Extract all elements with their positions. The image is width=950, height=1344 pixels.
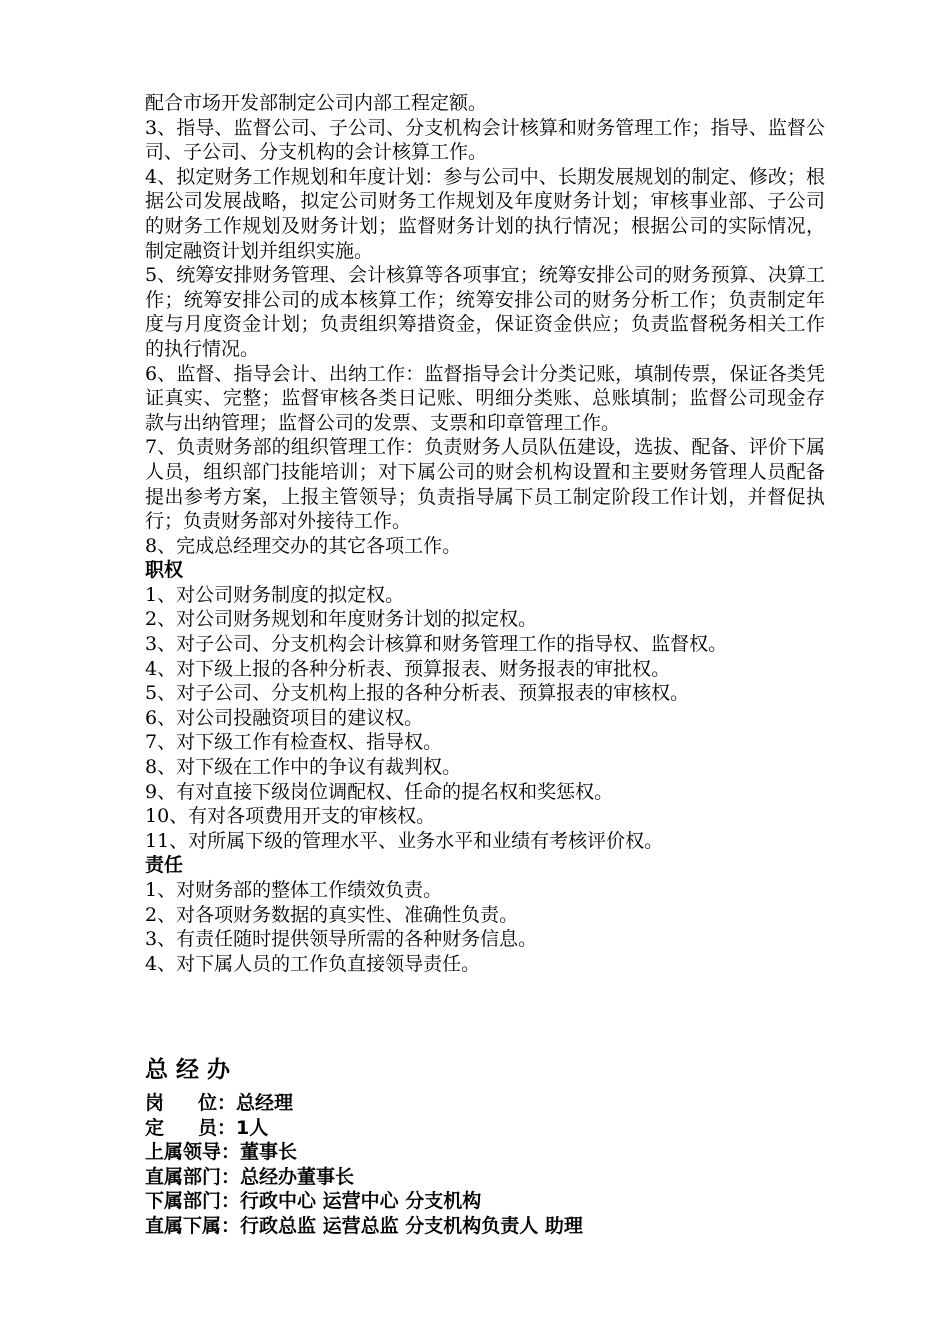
paragraph-item-6: 6、监督、指导会计、出纳工作：监督指导会计分类记账，填制传票，保证各类凭证真实、完整；监督审核各类日记账、明细分类账、总账填制；监督公司现金存款与出纳管理；监督公司的发票、支票和印章管理工作。 <box>145 362 825 434</box>
section-title: 总经办 <box>145 1057 238 1083</box>
leader-value: 董事长 <box>240 1141 298 1164</box>
responsibility-heading: 责任 <box>145 854 184 877</box>
authority-item: 5、对子公司、分支机构上报的各种分析表、预算报表的审核权。 <box>145 682 690 705</box>
quota-label-b: 员： <box>198 1116 237 1139</box>
info-row-direct-sub <box>145 1214 825 1239</box>
authority-item: 6、对公司投融资项目的建议权。 <box>145 706 424 729</box>
authority-item: 10、有对各项费用开支的审核权。 <box>145 805 436 828</box>
info-row-direct-dept <box>145 1165 825 1190</box>
info-row-sub-dept <box>145 1189 825 1214</box>
authority-item: 8、对下级在工作中的争议有裁判权。 <box>145 756 462 779</box>
post-value: 总经理 <box>236 1092 294 1114</box>
authority-item: 4、对下级上报的各种分析表、预算报表、财务报表的审批权。 <box>145 657 671 680</box>
info-row-leader <box>145 1140 825 1165</box>
info-row-post <box>145 1091 825 1116</box>
quota-label <box>145 1116 236 1141</box>
direct-dept-label: 直属部门： <box>145 1165 241 1188</box>
leader-label: 上属领导： <box>145 1141 241 1164</box>
info-row-quota <box>145 1116 825 1141</box>
direct-sub-label: 直属下属： <box>145 1214 241 1237</box>
authority-item: 1、对公司财务制度的拟定权。 <box>145 583 405 606</box>
responsibility-item: 1、对财务部的整体工作绩效负责。 <box>145 879 443 901</box>
document-page <box>145 91 825 1237</box>
responsibility-item: 2、对各项财务数据的真实性、准确性负责。 <box>145 903 519 926</box>
authority-item: 2、对公司财务规划和年度财务计划的拟定权。 <box>145 608 538 631</box>
post-label-b: 位： <box>198 1092 237 1114</box>
paragraph-item-3: 3、指导、监督公司、子公司、分支机构会计核算和财务管理工作；指导、监督公司、子公司、分支机构的会计核算工作。 <box>145 116 825 164</box>
responsibility-item: 3、有责任随时提供领导所需的各种财务信息。 <box>145 928 538 951</box>
authority-item: 3、对子公司、分支机构会计核算和财务管理工作的指导权、监督权。 <box>145 633 728 656</box>
paragraph-quota: 配合市场开发部制定公司内部工程定额。 <box>145 92 488 114</box>
quota-value: 1人 <box>236 1116 269 1139</box>
responsibility-item: 4、对下属人员的工作负直接领导责任。 <box>145 952 481 975</box>
sub-dept-value: 行政中心 运营中心 分支机构 <box>240 1190 482 1213</box>
post-label <box>145 1091 236 1116</box>
authority-heading: 职权 <box>145 559 184 582</box>
paragraph-item-8: 8、完成总经理交办的其它各项工作。 <box>145 534 462 557</box>
direct-sub-value: 行政总监 运营总监 分支机构负责人 助理 <box>240 1214 583 1237</box>
authority-item: 11、对所属下级的管理水平、业务水平和业绩有考核评价权。 <box>145 829 664 852</box>
post-label-a: 岗 <box>145 1092 165 1114</box>
paragraph-item-5: 5、统筹安排财务管理、会计核算等各项事宜；统筹安排公司的财务预算、决算工作；统筹安排公司的成本核算工作；统筹安排公司的财务分析工作；负责制定年度与月度资金计划；负责组织筹措资金，保证资金供应；负责监督税务相关工作的执行情况。 <box>145 264 825 360</box>
direct-dept-value: 总经办董事长 <box>240 1165 355 1188</box>
sub-dept-label: 下属部门： <box>145 1190 241 1213</box>
position-info <box>145 1091 825 1239</box>
paragraph-item-7: 7、负责财务部的组织管理工作：负责财务人员队伍建设，选拔、配备、评价下属人员，组织部门技能培训；对下属公司的财会机构设置和主要财务管理人员配备提出参考方案，上报主管领导；负责指导属下员工制定阶段工作计划，并督促执行；负责财务部对外接待工作。 <box>145 436 825 533</box>
authority-item: 7、对下级工作有检查权、指导权。 <box>145 731 443 754</box>
authority-item: 9、有对直接下级岗位调配权、任命的提名权和奖惩权。 <box>145 780 614 803</box>
quota-label-a: 定 <box>145 1116 165 1139</box>
paragraph-item-4: 4、拟定财务工作规划和年度计划：参与公司中、长期发展规划的制定、修改；根据公司发展战略，拟定公司财务工作规划及年度财务计划；审核事业部、子公司的财务工作规划及财务计划；监督财务计划的执行情况；根据公司的实际情况，制定融资计划并组织实施。 <box>145 165 825 262</box>
